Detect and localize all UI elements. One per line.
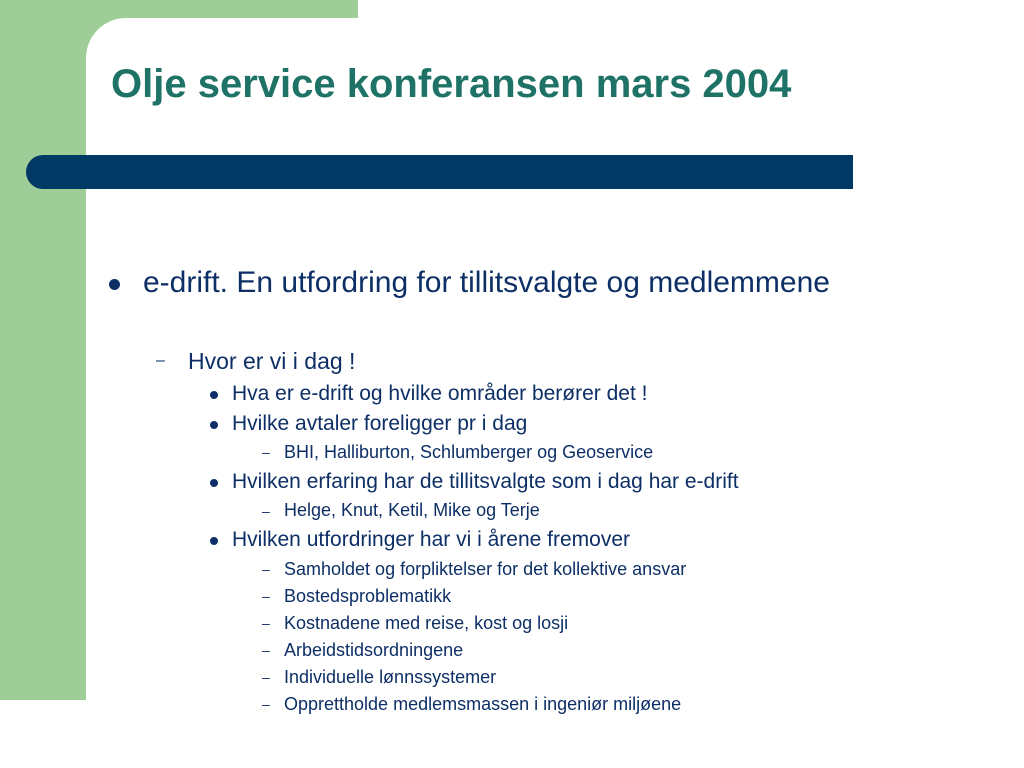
slide-title: Olje service konferansen mars 2004 bbox=[111, 62, 792, 106]
bullet-item: Bostedsproblematikk bbox=[284, 586, 452, 606]
dash-icon: – bbox=[262, 669, 270, 685]
dot-icon bbox=[210, 391, 218, 399]
dash-icon: – bbox=[262, 561, 270, 577]
bullet-item: Arbeidstidsordningene bbox=[284, 640, 464, 660]
bullet-item: Hva er e-drift og hvilke områder berører det ! bbox=[232, 382, 648, 405]
dot-icon bbox=[210, 537, 218, 545]
bullet-item: BHI, Halliburton, Schlumberger og Geoservice bbox=[284, 442, 654, 462]
dot-icon bbox=[210, 479, 218, 487]
dash-icon: – bbox=[262, 588, 270, 604]
bullet-item: Hvilke avtaler foreligger pr i dag bbox=[232, 412, 528, 435]
bullet-item: Hvilken utfordringer har vi i årene fremover bbox=[232, 528, 630, 551]
bullet-item: Opprettholde medlemsmassen i ingeniør miljøene bbox=[284, 694, 682, 714]
dot-icon bbox=[109, 279, 120, 290]
bullet-item: Hvor er vi i dag ! bbox=[188, 348, 356, 374]
bullet-item: Individuelle lønnssystemer bbox=[284, 667, 497, 687]
bullet-item: e-drift. En utfordring for tillitsvalgte og medlemmene bbox=[143, 266, 830, 299]
dash-icon: – bbox=[262, 503, 270, 519]
bullet-item: Hvilken erfaring har de tillitsvalgte som i dag har e-drift bbox=[232, 470, 739, 493]
bullet-item: Helge, Knut, Ketil, Mike og Terje bbox=[284, 500, 540, 520]
dash-icon: – bbox=[262, 615, 270, 631]
dash-icon: – bbox=[262, 642, 270, 658]
dot-icon bbox=[210, 421, 218, 429]
dash-icon: – bbox=[156, 352, 165, 369]
dash-icon: – bbox=[262, 696, 270, 712]
bullet-item: Samholdet og forpliktelser for det kollektive ansvar bbox=[284, 559, 687, 579]
bullet-item: Kostnadene med reise, kost og losji bbox=[284, 613, 569, 633]
dash-icon: – bbox=[262, 444, 270, 460]
